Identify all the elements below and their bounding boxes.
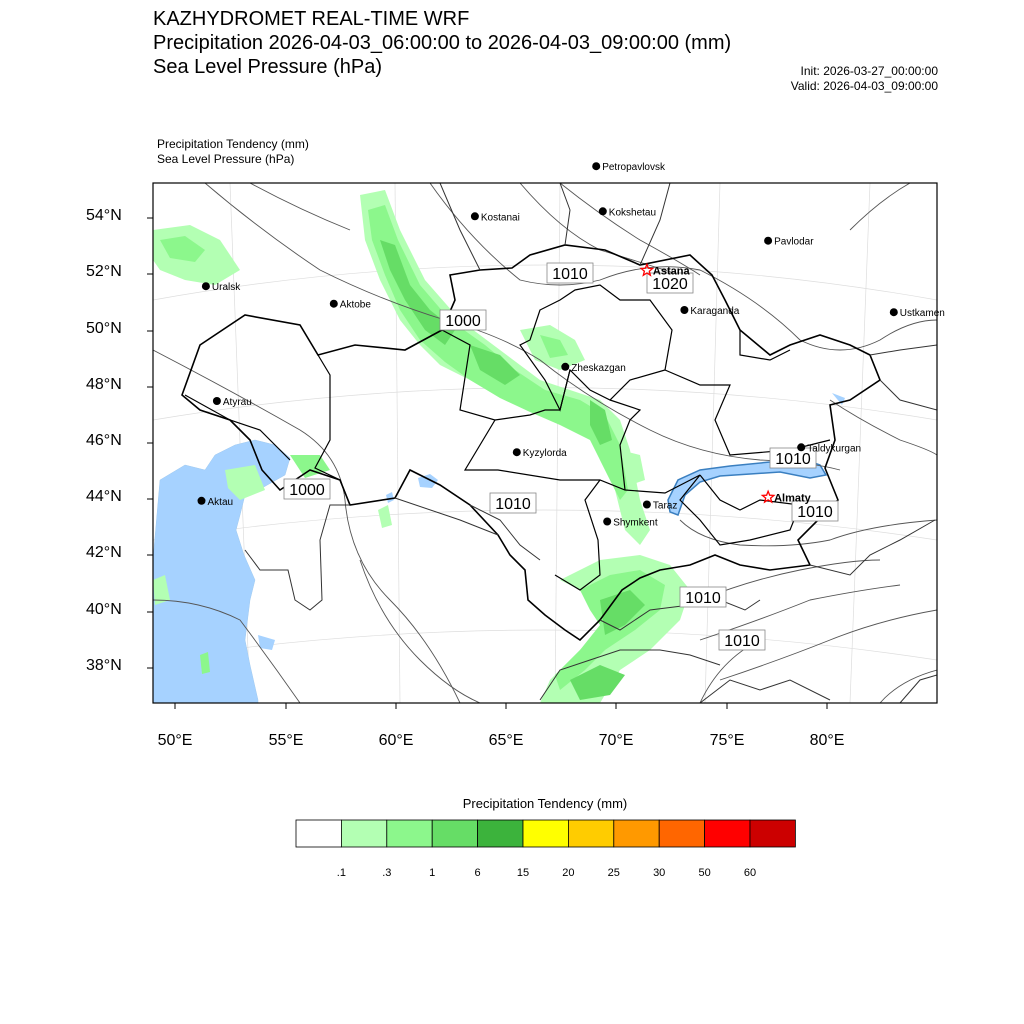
lat-label: 54°N [86,207,122,224]
city-label: Almaty [774,492,811,505]
lon-label: 65°E [488,732,524,749]
lat-label: 46°N [86,432,122,449]
colorbar-tick-label: 1 [429,867,436,879]
city-label: Aktobe [339,299,371,311]
city-label: Kostanai [480,212,520,224]
field-label-precip: Precipitation Tendency (mm) [157,137,309,151]
svg-text:1010: 1010 [797,504,833,521]
city-dot-icon [561,363,569,371]
colorbar-title: Precipitation Tendency (mm) [462,796,628,811]
map-title: KAZHYDROMET REAL-TIME WRF [153,8,470,30]
city-dot-icon [330,300,338,308]
lon-label: 70°E [598,732,634,749]
svg-text:1010: 1010 [495,496,531,513]
field-label-slp: Sea Level Pressure (hPa) [157,152,295,166]
city-label: Pavlodar [774,236,814,248]
lat-label: 38°N [86,657,122,674]
city-label: Atyrau [222,397,252,408]
isobar-label [719,630,765,650]
city-label: Shymkent [613,517,658,529]
city-dot-icon [797,443,805,451]
svg-text:1010: 1010 [552,266,588,283]
valid-time: Valid: 2026-04-03_09:00:00 [790,79,938,93]
city-label: Taldykurgan [807,443,862,455]
lat-label: 44°N [86,488,122,505]
lon-label: 50°E [157,732,193,749]
colorbar-tick-label: .3 [382,867,392,879]
city-dot-icon [202,282,210,290]
city-dot-icon [764,237,772,245]
kazakhstan-border [182,245,880,640]
city-label: Kyzylorda [522,448,567,460]
lon-label: 55°E [268,732,304,749]
city-dot-icon [643,501,651,509]
lat-label: 42°N [86,544,122,561]
city-label: Aktau [207,496,234,508]
colorbar-tick-label: 50 [698,867,711,879]
city-dot-icon [599,207,607,215]
colorbar-tick-label: 15 [516,867,530,879]
city-dot-icon [603,518,611,526]
city-dot-icon [890,308,898,316]
city-label: Zheskazgan [571,362,626,374]
lon-label: 80°E [809,732,845,749]
svg-text:1000: 1000 [445,313,481,330]
isobar-label [284,479,330,499]
map-subtitle-precip: Precipitation 2026-04-03_06:00:00 to 2026-04-03_09:00:00 (mm) [153,32,732,54]
lat-label: 40°N [86,601,122,618]
isobar-label [440,310,486,330]
city-label: Karaganda [690,306,740,317]
svg-text:1000: 1000 [289,482,325,499]
city-label: Petropavlovsk [602,162,666,174]
city-dot-icon [513,448,521,456]
lat-label: 52°N [86,263,122,280]
lon-label: 60°E [378,732,414,749]
colorbar-tick-label: 6 [474,867,481,879]
svg-text:1010: 1010 [775,451,811,468]
isobar-label [490,493,536,513]
city-dot-icon [680,306,688,314]
city-dot-icon [471,212,479,220]
colorbar-tick-label: 20 [562,867,575,879]
isobar-label [547,263,593,283]
colorbar-tick-label: 30 [653,867,666,879]
colorbar-tick-label: 25 [607,867,620,879]
city-label: Astana [652,265,690,278]
lat-label: 50°N [86,320,122,337]
isobar-label [680,587,726,607]
init-time: Init: 2026-03-27_00:00:00 [800,64,938,78]
svg-text:1010: 1010 [685,590,721,607]
colorbar-tick-label: 60 [743,867,757,879]
lat-label: 48°N [86,376,122,393]
city-label: Uralsk [211,282,241,294]
city-label: Ustkamen [899,308,945,320]
city-dot-icon [198,497,206,505]
lon-label: 75°E [709,732,745,749]
city-dot-icon [592,162,600,170]
city-dot-icon [213,397,221,405]
map-subtitle-slp: Sea Level Pressure (hPa) [153,56,383,78]
svg-text:1010: 1010 [724,633,760,650]
svg-text:1020: 1020 [652,276,688,293]
city-label: Taraz [652,500,678,512]
colorbar-tick-label: .1 [336,867,346,879]
city-label: Kokshetau [608,207,657,219]
